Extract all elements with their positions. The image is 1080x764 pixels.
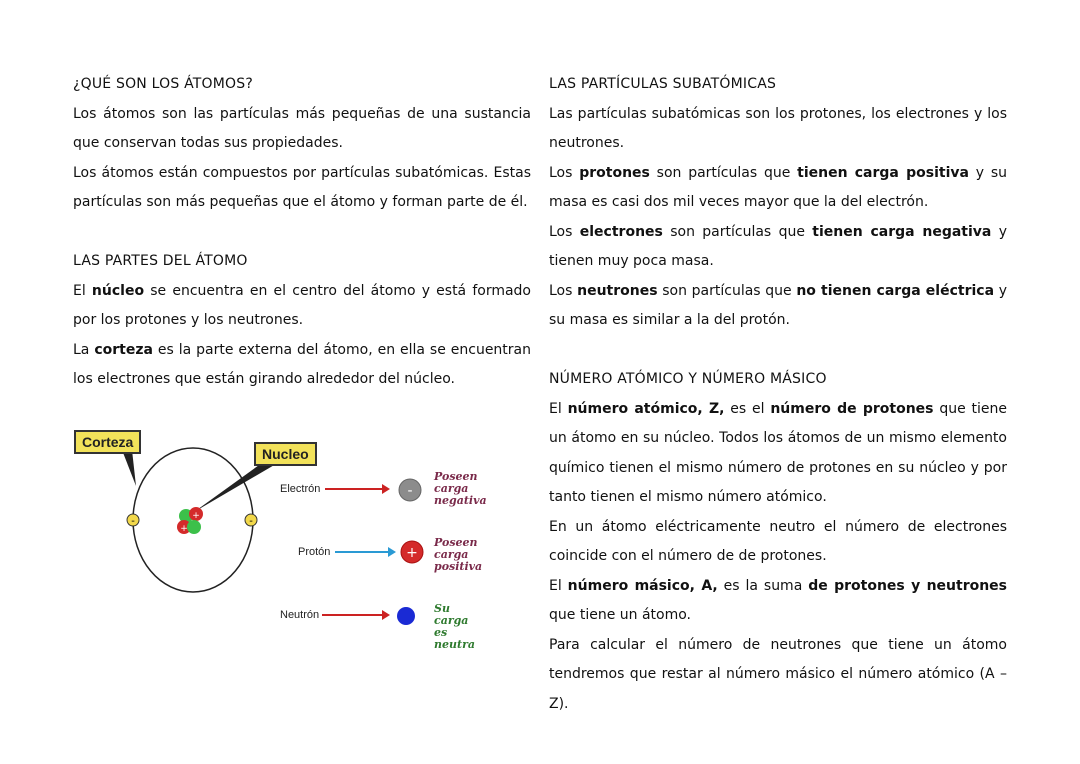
heading-particulas-subatomicas: LAS PARTÍCULAS SUBATÓMICAS	[549, 76, 777, 92]
proton-label: Protón	[298, 546, 331, 558]
paragraph-neutral-atom: En un átomo eléctricamente neutro el número de electrones coincide con el número de de protones.	[549, 518, 1007, 564]
paragraph-calculo-neutrones: Para calcular el número de neutrones que tiene un átomo tendremos que restar al número másico el número atómico (A – Z).	[549, 636, 1007, 712]
electron-desc-2: carga	[434, 482, 469, 495]
heading-que-son-atomos: ¿QUÉ SON LOS ÁTOMOS?	[73, 76, 253, 92]
paragraph-neutrones: Los neutrones son partículas que no tienen carga eléctrica y su masa es similar a la del protón.	[549, 282, 1007, 328]
neutron-label: Neutrón	[280, 609, 320, 621]
heading-numero-atomico-masico: NÚMERO ATÓMICO Y NÚMERO MÁSICO	[549, 371, 827, 387]
neutron-desc-4: neutra	[434, 638, 475, 651]
proton-icon-sign: +	[406, 545, 418, 561]
paragraph-subatomic-list: Las partículas subatómicas son los protones, los electrones y los neutrones.	[549, 105, 1007, 151]
left-column	[73, 70, 531, 395]
electron-icon-sign: -	[407, 483, 413, 499]
corteza-pointer	[122, 450, 136, 486]
atom-diagram	[70, 420, 510, 660]
paragraph-electrones: Los electrones son partículas que tienen carga negativa y tienen muy poca masa.	[549, 223, 1007, 269]
paragraph-corteza: La corteza es la parte externa del átomo, en ella se encuentran los electrones que están girando alrededor del núcleo.	[73, 341, 531, 387]
paragraph-nucleo: El núcleo se encuentra en el centro del átomo y está formado por los protones y los neutrones.	[73, 282, 531, 328]
right-column	[549, 70, 1007, 719]
paragraph-protones: Los protones son partículas que tienen carga positiva y su masa es casi dos mil veces mayor que la del electrón.	[549, 164, 1008, 210]
neutron-desc-2: carga	[434, 614, 469, 627]
orbit-electron-right-sign: -	[249, 516, 253, 527]
paragraph-numero-atomico: El número atómico, Z, es el número de protones que tiene un átomo en su núcleo. Todos los átomos de un mismo elemento químico tienen el mismo número de protones en su núcleo y por tanto tienen el mismo número atómico.	[549, 400, 1008, 505]
electron-desc-3: negativa	[434, 494, 487, 507]
electron-label: Electrón	[280, 483, 321, 495]
proton-desc-2: carga	[434, 548, 469, 561]
electron-desc-1: Poseen	[434, 470, 478, 483]
nucleus-neutron-2	[187, 520, 201, 534]
proton-desc-3: positiva	[434, 560, 483, 573]
neutron-desc-3: es	[434, 626, 448, 639]
nucleus-plus-1: +	[192, 511, 200, 521]
nucleo-callout: Nucleo	[254, 442, 317, 466]
heading-partes-atomo: LAS PARTES DEL ÁTOMO	[73, 253, 248, 269]
orbit-electron-left-sign: -	[131, 516, 135, 527]
paragraph-numero-masico: El número másico, A, es la suma de protones y neutrones que tiene un átomo.	[549, 577, 1008, 623]
corteza-callout: Corteza	[74, 430, 141, 454]
neutron-icon	[397, 607, 415, 625]
proton-desc-1: Poseen	[434, 536, 478, 549]
nucleus-plus-2: +	[180, 524, 188, 534]
paragraph-composition: Los átomos están compuestos por partículas subatómicas. Estas partículas son más pequeñas que el átomo y forman parte de él.	[73, 164, 531, 210]
neutron-desc-1: Su	[434, 602, 450, 615]
paragraph-definition: Los átomos son las partículas más pequeñas de una sustancia que conservan todas sus propiedades.	[73, 105, 531, 151]
